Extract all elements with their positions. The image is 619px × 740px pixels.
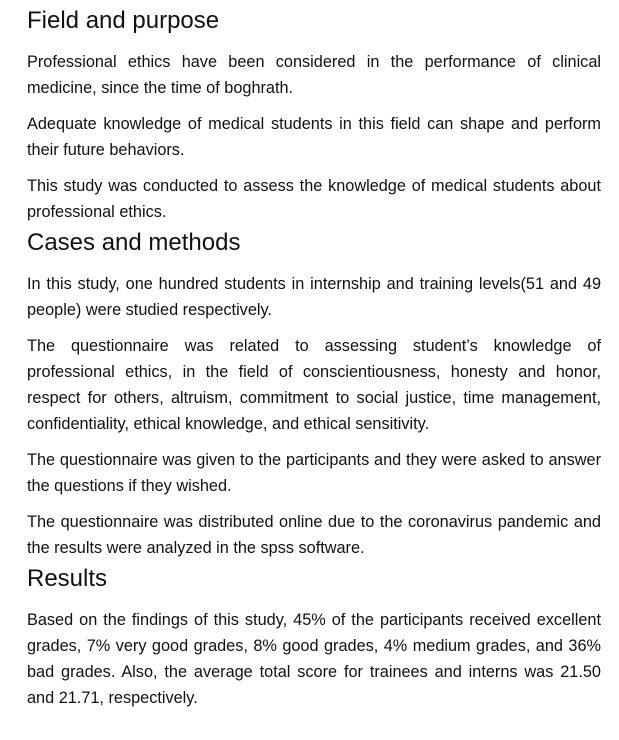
paragraph: The questionnaire was related to assessing student’s knowledge of professional ethics, in the field of conscientiousness, honesty and honor, respect for others, altruism, commitment to social justice, time management, confidentiality, ethical knowledge, and ethical sensitivity. — [27, 337, 601, 433]
paragraph: Based on the findings of this study, 45% of the participants received excellent grades, 7% very good grades, 8% good grades, 4% medium grades, and 36% bad grades. Also, the average total score for trainees and interns was 21.50 and 21.71, respectively. — [27, 611, 601, 707]
paragraph: This study was conducted to assess the knowledge of medical students about professional ethics. — [27, 177, 601, 221]
section-heading-cases-and-methods: Cases and methods — [27, 229, 241, 256]
paragraph: The questionnaire was distributed online due to the coronavirus pandemic and the results were analyzed in the spss software. — [27, 513, 601, 557]
section-heading-field-and-purpose: Field and purpose — [27, 7, 220, 34]
paragraph: The questionnaire was given to the participants and they were asked to answer the questions if they wished. — [27, 451, 601, 495]
paragraph: In this study, one hundred students in internship and training levels(51 and 49 people) were studied respectively. — [27, 275, 601, 319]
paragraph: Adequate knowledge of medical students in this field can shape and perform their future behaviors. — [27, 115, 601, 159]
paragraph: Professional ethics have been considered in the performance of clinical medicine, since the time of boghrath. — [27, 53, 601, 97]
section-heading-results: Results — [27, 565, 108, 592]
